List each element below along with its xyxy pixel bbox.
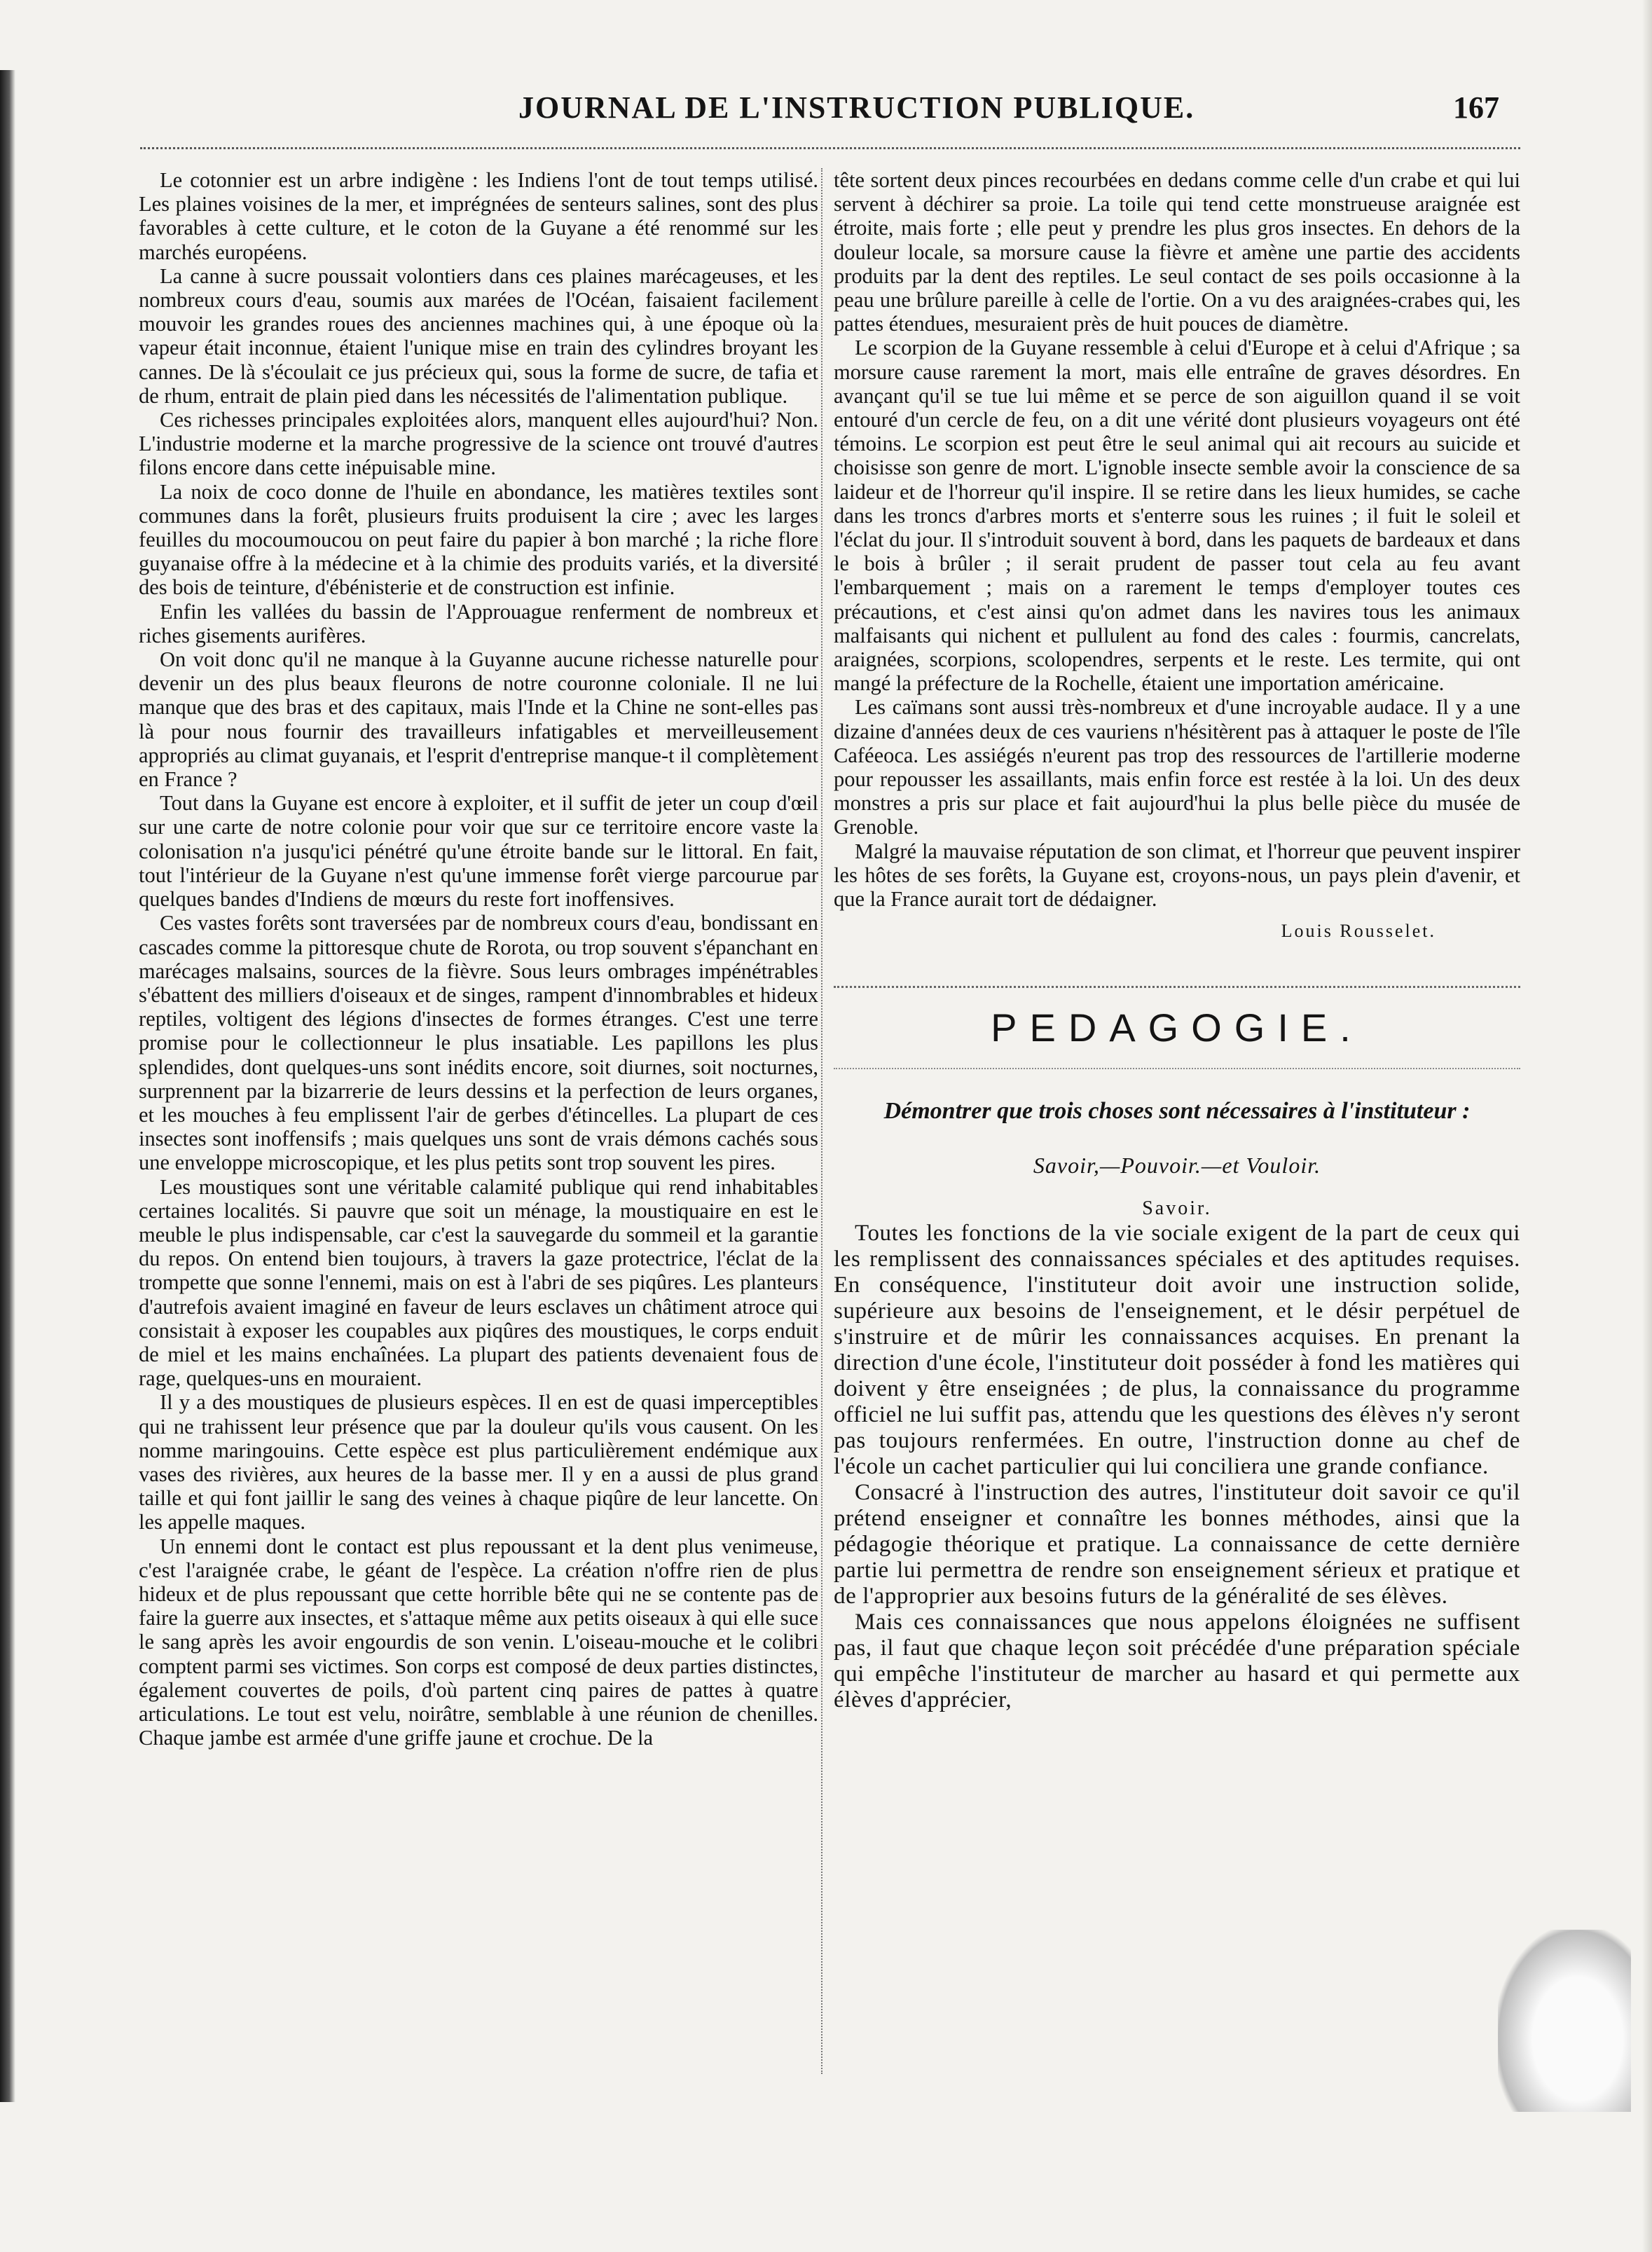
paragraph: tête sortent deux pinces recourbées en dedans comme celle d'un crabe et qui lui servent à déchirer sa proie. La toile qui tend cette monstrueuse araignée est étroite, mais forte ; elle peut y prendre les plus gros insectes. En dehors de la douleur locale, sa morsure cause la fièvre et amène une partie des accidents produits par la dent des reptiles. Le seul contact de ses poils occasionne à la peau une brûlure pareille à celle de l'ortie. On a vu des araignées-crabes qui, les pattes étendues, mesuraient près de huit pouces de diamètre.	[834, 168, 1520, 336]
header-rule	[140, 147, 1520, 149]
paragraph: Un ennemi dont le contact est plus repoussant et la dent plus venimeuse, c'est l'araignée crabe, le géant de l'espèce. La création n'offre rien de plus hideux et de plus repoussant que cette horrible bête qui ne se contente pas de faire la guerre aux insectes, et s'attaque même aux petits oiseaux à qui elle suce le sang après les avoir engourdis de son venin. L'oiseau-mouche et le colibri comptent parmi ses victimes. Son corps est composé de deux parties distinctes, également couvertes de poils, d'où partent cinq paires de pattes à quatre articulations. Le tout est velu, noirâtre, semblable à une réunion de chenilles. Chaque jambe est armée d'une griffe jaune et crochue. De la	[139, 1534, 818, 1750]
paragraph: Toutes les fonctions de la vie sociale exigent de la part de ceux qui les remplissent des connaissances spéciales et des aptitudes requises. En conséquence, l'instituteur doit avoir une instruction solide, supérieure aux besoins de l'enseignement, et le désir perpétuel de s'instruire et de mûrir les connaissances acquises. En prenant la direction d'une école, l'instituteur doit posséder à fond les matières qui doivent y être enseignées ; de plus, la connaissance du programme officiel ne lui suffit pas, attendu que les questions des élèves n'y seront pas toujours renfermées. En outre, l'instruction donne au chef de l'école un cachet particulier qui lui conciliera une grande confiance.	[834, 1221, 1520, 1480]
article-title: Démontrer que trois choses sont nécessaires à l'instituteur :	[883, 1097, 1471, 1124]
paragraph: La canne à sucre poussait volontiers dans ces plaines marécageuses, et les nombreux cours d'eau, soumis aux marées de l'Océan, faisaient facilement mouvoir les grandes roues des anciennes machines qui, à une époque où la vapeur était inconnue, étaient l'unique mise en train des cylindres broyant les cannes. De là s'écoulait ce jus précieux qui, sous la forme de sucre, de tafia et de rhum, entrait de plain pied dans les nécessités de l'alimentation publique.	[139, 263, 818, 408]
column-divider	[821, 168, 822, 2074]
left-column	[139, 168, 818, 1750]
paragraph: Il y a des moustiques de plusieurs espèces. Il en est de quasi imperceptibles qui ne trahissent leur présence que par la douleur qu'ils vous causent. On les nomme maringouins. Cette espèce est plus particulièrement endémique aux vases des rivières, aux heures de la basse mer. Il y en a aussi de plus grand taille et qui font jaillir le sang des veines à chaque piqûre de leur lancette. On les appelle maques.	[139, 1390, 818, 1534]
running-header	[140, 90, 1541, 139]
page-edge-shadow	[1642, 0, 1652, 2252]
paragraph: La noix de coco donne de l'huile en abondance, les matières textiles sont communes dans la forêt, plusieurs fruits produisent la cire ; avec les larges feuilles du mocoumoucou on peut faire du papier à bon marché ; la riche flore guyanaise offre à la médecine et à la chimie des produits variés, et la diversité des bois de teinture, d'ébénisterie et de construction est infinie.	[139, 479, 818, 600]
journal-title: JOURNAL DE L'INSTRUCTION PUBLIQUE.	[518, 90, 1195, 125]
section-separator	[834, 1068, 1520, 1069]
paragraph: Le cotonnier est un arbre indigène : les Indiens l'ont de tout temps utilisé. Les plaines voisines de la mer, et imprégnées de senteurs salines, sont des plus favorables à cette culture, et le coton de la Guyane a été renommé sur les marchés européens.	[139, 168, 818, 264]
page-number: 167	[1453, 90, 1499, 125]
page-binding-shadow	[0, 70, 15, 2102]
article-subheading: Savoir.	[1142, 1197, 1212, 1219]
article-caption: Savoir,—Pouvoir.—et Vouloir.	[1033, 1152, 1321, 1178]
paragraph: Malgré la mauvaise réputation de son climat, et l'horreur que peuvent inspirer les hôtes de ses forêts, la Guyane est, croyons-nous, un pays plein d'avenir, et que la France aurait tort de dédaigner.	[834, 839, 1520, 912]
paragraph: Consacré à l'instruction des autres, l'instituteur doit savoir ce qu'il prétend enseigner et connaître les bonnes méthodes, ainsi que la pédagogie théorique et pratique. La connaissance de cette dernière partie lui permettra de rendre son enseignement sérieux et pratique et de l'approprier aux besoins futurs de la généralité de ses élèves.	[834, 1480, 1520, 1609]
paragraph: On voit donc qu'il ne manque à la Guyanne aucune richesse naturelle pour devenir un des plus beaux fleurons de notre couronne coloniale. Il ne lui manque que des bras et des capitaux, mais l'Inde et la Chine ne sont-elles pas là pour nous fournir des travailleurs infatigables et merveilleusement appropriés au climat guyanais, et l'esprit d'entreprise manque-t il complètement en France ?	[139, 647, 818, 792]
paragraph: Tout dans la Guyane est encore à exploiter, et il suffit de jeter un coup d'œil sur une carte de notre colonie pour voir que sur ce territoire encore vaste la colonisation n'a jusqu'ici pénétré qu'une étroite bande sur le littoral. En fait, tout l'intérieur de la Guyane n'est qu'une immense forêt vierge parcourue par quelques bandes d'Indiens de mœurs du reste fort inoffensives.	[139, 791, 818, 912]
right-column	[834, 168, 1520, 1713]
paragraph: Les caïmans sont aussi très-nombreux et d'une incroyable audace. Il y a une dizaine d'années deux de ces vauriens n'hésitèrent pas à attaquer le poste de l'île Caféeoca. Les assiégés n'eurent pas trop des ressources de l'artillerie moderne pour repousser les assaillants, mais enfin force est restée à la loi. Un des deux monstres a pris sur place et fait aujourd'hui la plus belle pièce du musée de Grenoble.	[834, 695, 1520, 839]
pedagogy-text	[834, 1221, 1520, 1713]
section-separator	[834, 986, 1520, 988]
author-signature: Louis Rousselet.	[1281, 921, 1436, 942]
paragraph: Le scorpion de la Guyane ressemble à celui d'Europe et à celui d'Afrique ; sa morsure cause rarement la mort, mais elle entraîne de graves désordres. En avançant qu'il se tue lui même et se perce de son aiguillon quand il se voit entouré d'un cercle de feu, on a dit une vérité dont plusieurs voyageurs ont été témoins. Le scorpion est peut être le seul animal qui ait recours au suicide et choisisse son genre de mort. L'ignoble insecte semble avoir la conscience de sa laideur et de l'horreur qu'il inspire. Il se retire dans les lieux humides, se cache dans les troncs d'arbres morts et s'enterre sous les ruines ; il fuit le soleil et l'éclat du jour. Il s'introduit souvent à bord, dans les paquets de bardeaux et dans le bois à brûler ; il serait prudent de passer tout cela au feu avant l'embarquement ; mais on a rarement le temps d'employer toutes ces précautions, et c'est ainsi qu'on admet dans les navires tous les animaux malfaisants qui nichent et pullulent au fond des cales : fourmis, cancrelats, araignées, scorpions, scolopendres, serpents et le reste. Les termite, qui ont mangé la préfecture de la Rochelle, étaient une importation américaine.	[834, 336, 1520, 696]
paragraph: Mais ces connaissances que nous appelons éloignées ne suffisent pas, il faut que chaque leçon soit précédée d'une préparation spéciale qui empêche l'instituteur de marcher au hasard et qui permette aux élèves d'apprécier,	[834, 1609, 1520, 1713]
paragraph: Ces vastes forêts sont traversées par de nombreux cours d'eau, bondissant en cascades comme la pittoresque chute de Rorota, ou trop souvent s'épanchant en marécages malsains, sources de la fièvre. Sous leurs ombrages impénétrables s'ébattent des milliers d'oiseaux et de singes, rampent d'innombrables et hideux reptiles, voltigent des légions d'insectes de formes étranges. C'est une terre promise pour le collectionneur le plus insatiable. Les papillons les plus splendides, dont quelques-uns sont inédits encore, soit diurnes, soit nocturnes, surprennent par la bizarrerie de leurs dessins et la perfection de leurs organes, et les mouches à feu emplissent l'air de gerbes d'étincelles. La plupart de ces insectes sont inoffensifs ; mais quelques uns sont de vrais démons cachés sous une enveloppe microscopique, et les plus petits sont trop souvent les pires.	[139, 911, 818, 1175]
paper-damage	[1498, 1930, 1631, 2112]
paragraph: Les moustiques sont une véritable calamité publique qui rend inhabitables certaines localités. Si pauvre que soit un ménage, la moustiquaire en est le meuble le plus indispensable, car c'est la sauvegarde du sommeil et la garantie du repos. On entend bien toujours, à travers la gaze protectrice, l'éclat de la trompette que sonne l'ennemi, mais on est à l'abri de ses piqûres. Les planteurs d'autrefois avaient imaginé en faveur de leurs esclaves un châtiment atroce qui consistait à exposer les coupables aux piqûres des moustiques, le corps enduit de miel et les mains enchaînées. La plupart des patients devenaient fous de rage, quelques-uns en mouraient.	[139, 1174, 818, 1391]
paragraph: Ces richesses principales exploitées alors, manquent elles aujourd'hui? Non. L'industrie moderne et la marche progressive de la science ont trouvé d'autres filons encore dans cette inépuisable mine.	[139, 408, 818, 480]
paragraph: Enfin les vallées du bassin de l'Approuague renferment de nombreux et riches gisements aurifères.	[139, 599, 818, 647]
section-title: PEDAGOGIE.	[991, 1005, 1363, 1050]
